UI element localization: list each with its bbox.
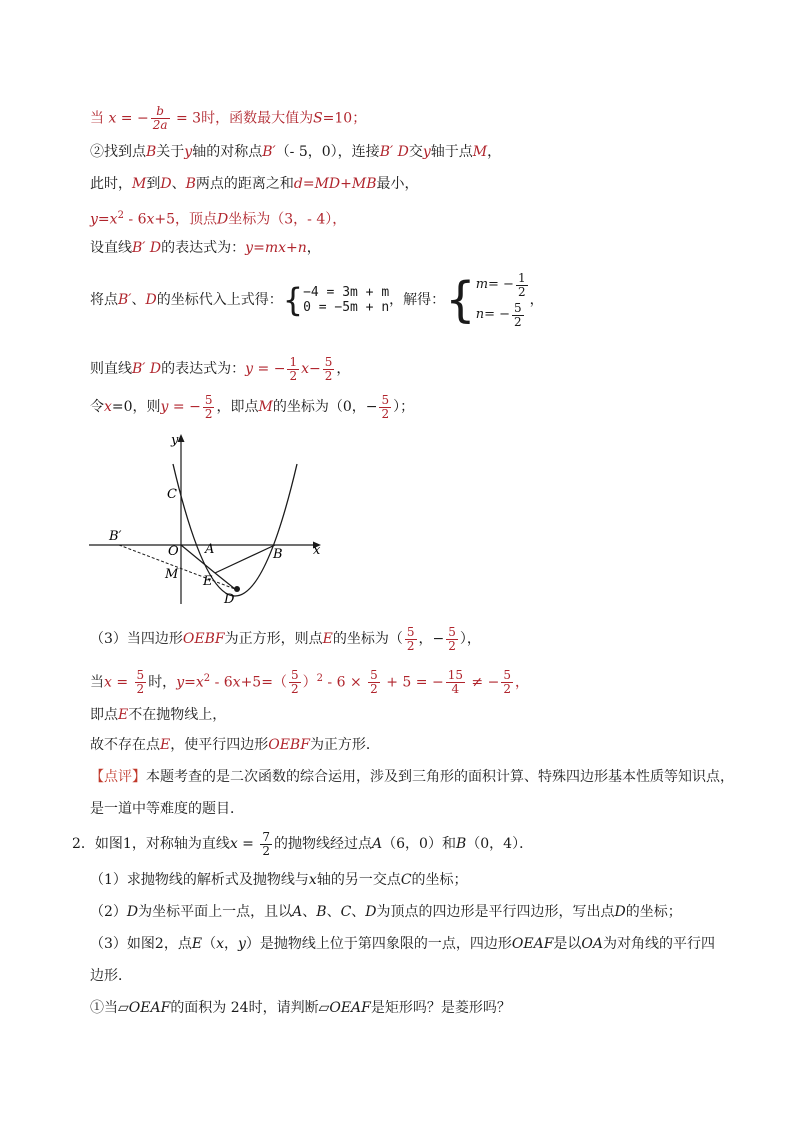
text: 最小， <box>376 176 419 192</box>
text: ②找到点 <box>90 144 146 160</box>
var: x <box>216 936 224 952</box>
var: n <box>297 240 307 256</box>
numerator: 5 <box>514 300 522 315</box>
fraction <box>260 831 272 858</box>
var: n <box>475 307 485 322</box>
text: ） <box>302 674 317 691</box>
text: = <box>184 674 196 691</box>
solution-line-check-point <box>90 665 529 697</box>
text: 、 <box>351 904 366 920</box>
label-M: M <box>165 567 179 582</box>
equation-system <box>303 285 389 315</box>
solution-line-set-line <box>90 238 321 258</box>
text: 是以 <box>553 936 582 952</box>
var: C <box>400 872 412 888</box>
text: （- 5，0），连接 <box>275 144 380 160</box>
var: B <box>316 904 327 920</box>
text: = <box>253 240 265 256</box>
text: = − <box>253 361 286 377</box>
var: x <box>301 361 309 377</box>
var: mx <box>264 240 286 256</box>
denominator: 2 <box>324 368 333 383</box>
exponent: 2 <box>316 673 323 684</box>
var: D <box>126 904 139 920</box>
var: OEAF <box>128 1000 171 1016</box>
var: OEAF <box>329 1000 371 1016</box>
var: OA <box>581 936 604 952</box>
text: ， <box>336 361 351 377</box>
brace-icon: { <box>282 281 304 319</box>
point-D-dot <box>234 586 240 592</box>
text: ， <box>306 240 321 256</box>
text: 本题考查的是二次函数的综合运用，涉及到三角形的面积计算、特殊四边形基本性质等知识点， <box>146 769 734 785</box>
text: （6，0）和 <box>382 836 456 852</box>
fraction <box>203 394 215 421</box>
problem-2-part-3 <box>90 934 715 954</box>
text: 的面积为 24时，请判断▱ <box>170 1000 330 1016</box>
solution-line-substitute <box>90 270 544 334</box>
var: B′ <box>262 144 276 160</box>
var: D <box>217 211 229 228</box>
var: B′ D <box>132 240 162 256</box>
solution-line-square-case <box>90 625 481 653</box>
fraction <box>323 356 335 383</box>
equation-row: −4 = 3m + m <box>303 285 390 300</box>
solution-line-symmetric-point <box>90 142 501 162</box>
text: ， <box>223 936 238 952</box>
var: y <box>90 211 98 228</box>
label-E: E <box>203 574 213 589</box>
denominator: 2 <box>406 638 415 653</box>
var: x <box>104 399 112 415</box>
text: 则直线 <box>90 361 132 377</box>
fraction <box>516 272 528 299</box>
comment-line-2 <box>90 799 244 819</box>
text: ，− <box>418 631 445 647</box>
var: y <box>160 399 169 415</box>
problem-2-part-1 <box>90 870 468 890</box>
solution-line-expression <box>90 355 350 383</box>
solution-line-conclusion <box>90 735 380 755</box>
var: B <box>185 176 196 192</box>
var: B′ D <box>132 361 162 377</box>
text: 的坐标； <box>411 872 468 888</box>
denominator: 2 <box>136 682 145 697</box>
text: = <box>111 674 133 691</box>
var: x <box>195 674 204 691</box>
text: 为对角线的平行四 <box>603 936 716 952</box>
text: 为正方形，则点 <box>224 631 323 647</box>
numerator: b <box>151 105 170 119</box>
text: ，即点 <box>216 399 259 415</box>
text: - 6 <box>123 211 147 228</box>
numerator: 7 <box>262 829 271 844</box>
problem-2-part-3-sub-1 <box>90 998 511 1018</box>
var: B′ D <box>379 144 409 160</box>
text: （1）求抛物线的解析式及抛物线与 <box>90 872 309 888</box>
var: MB <box>351 176 377 192</box>
text: 关于 <box>156 144 185 160</box>
text: 交 <box>408 144 423 160</box>
fraction <box>135 669 147 696</box>
segment-EB <box>215 545 275 573</box>
denominator: 2 <box>448 638 456 653</box>
text: 坐标为（3，- 4）， <box>228 211 347 228</box>
solution-line-max-value <box>90 105 366 132</box>
denominator: 2 <box>290 682 299 697</box>
fraction <box>379 394 391 421</box>
parabola-curve <box>173 464 297 596</box>
label-D: D <box>224 592 235 607</box>
numerator: 5 <box>324 354 333 369</box>
text: 故不存在点 <box>90 737 160 753</box>
text: 轴于点 <box>430 144 473 160</box>
denominator: 4 <box>451 682 460 697</box>
var: x <box>146 211 155 228</box>
numerator: 5 <box>448 624 456 639</box>
parabola-figure <box>85 428 335 608</box>
text: 时， <box>148 674 177 691</box>
fraction <box>512 302 524 329</box>
text: 、 <box>326 904 341 920</box>
label-y: y <box>171 433 179 448</box>
text: ，使平行四边形 <box>170 737 269 753</box>
var: y <box>245 361 254 377</box>
text: ， <box>529 292 544 308</box>
var: OEBF <box>182 631 225 647</box>
text: 为正方形． <box>309 737 380 753</box>
brace-icon: { <box>445 272 476 328</box>
text: （0，4）． <box>466 836 534 852</box>
numerator: 5 <box>136 668 145 683</box>
label-C: C <box>167 487 177 502</box>
text: = 3时，函数最大值为 <box>171 110 314 127</box>
var: M <box>132 176 147 192</box>
var: D <box>160 176 172 192</box>
var: B <box>146 144 157 160</box>
solution-line-vertex <box>90 206 346 230</box>
text: 轴的另一交点 <box>316 872 401 888</box>
var: E <box>118 707 129 723</box>
text: - 6 × <box>322 674 367 691</box>
text: （3）当四边形 <box>90 631 183 647</box>
text: 的坐标代入上式得： <box>156 292 283 308</box>
var: x <box>104 674 112 691</box>
fraction <box>446 626 458 653</box>
numerator: 5 <box>204 392 213 407</box>
text: = − <box>168 399 201 415</box>
denominator: 2 <box>204 406 213 421</box>
var: A <box>292 904 303 920</box>
text: 不在抛物线上， <box>128 707 227 723</box>
var: E <box>191 936 203 952</box>
var: OEAF <box>511 936 554 952</box>
denominator: 2 <box>514 314 522 329</box>
var: x <box>229 836 238 852</box>
equation-row: 0 = −5m + n <box>303 300 390 315</box>
text: + <box>285 240 298 256</box>
text: ）， <box>459 631 481 647</box>
var: x <box>232 674 241 691</box>
label-A: A <box>205 542 215 557</box>
text: 轴的对称点 <box>192 144 263 160</box>
text: ， <box>487 144 502 160</box>
text: ， <box>514 674 529 691</box>
problem-2-part-3-cont <box>90 966 132 986</box>
fraction <box>501 669 513 696</box>
text: 、 <box>171 176 186 192</box>
text: 当 <box>90 110 104 127</box>
text: 的表达式为： <box>161 361 246 377</box>
text: =10； <box>322 110 367 127</box>
denominator: 2 <box>381 406 390 421</box>
label-O: O <box>168 544 179 559</box>
var: m <box>475 277 489 292</box>
text: 当 <box>90 674 104 691</box>
text: =0，则 <box>111 399 161 415</box>
fraction <box>289 669 301 696</box>
text: 两点的距离之和 <box>195 176 294 192</box>
var: M <box>472 144 488 160</box>
var: y <box>245 240 254 256</box>
numerator: 5 <box>503 668 511 683</box>
text: + 5 = − <box>381 674 444 691</box>
var: D <box>365 904 377 920</box>
var: B′ <box>118 292 132 308</box>
denominator: 2 <box>262 843 271 858</box>
text: ①当▱ <box>90 1000 129 1016</box>
comment-line <box>90 767 734 787</box>
var: y <box>176 674 185 691</box>
var: D <box>614 904 626 920</box>
text: + <box>340 176 352 192</box>
label-B: B <box>273 547 283 562</box>
var: y <box>422 144 431 160</box>
text: 的抛物线经过点 <box>274 836 373 852</box>
text: +5=（ <box>240 674 287 691</box>
var: B <box>455 836 467 852</box>
comment-tag: 【点评】 <box>90 769 146 785</box>
var-x: x <box>108 110 117 127</box>
var: A <box>372 836 383 852</box>
text: 令 <box>90 399 104 415</box>
var: E <box>160 737 171 753</box>
numerator: 5 <box>290 668 299 683</box>
fraction-b-over-2a <box>151 105 170 132</box>
text: ≠ − <box>466 674 500 691</box>
text: - 6 <box>210 674 233 691</box>
numerator: 1 <box>517 270 526 285</box>
numerator: 1 <box>289 354 298 369</box>
text: 的坐标为（0，− <box>272 399 378 415</box>
text: 为顶点的四边形是平行四边形，写出点 <box>376 904 615 920</box>
text: 2．如图1，对称轴为直线 <box>72 836 230 852</box>
label-x: x <box>313 543 321 558</box>
text: （ <box>202 936 217 952</box>
denominator: 2 <box>503 682 511 697</box>
y-axis-arrow-icon <box>178 434 185 442</box>
text: ）是抛物线上位于第四象限的一点，四边形 <box>245 936 512 952</box>
text: 设直线 <box>90 240 132 256</box>
denominator: 2 <box>289 368 298 383</box>
text: +5，顶点 <box>154 211 218 228</box>
var: y <box>184 144 193 160</box>
text: 此时， <box>90 176 132 192</box>
fraction <box>405 626 417 653</box>
text: （2） <box>90 904 127 920</box>
text: 、 <box>131 292 146 308</box>
denominator: 2 <box>517 284 526 299</box>
var: D <box>145 292 157 308</box>
numerator: 5 <box>370 668 378 683</box>
text: 边形． <box>90 968 132 984</box>
exponent: 2 <box>203 673 211 684</box>
solution-system <box>476 270 530 330</box>
solution-line-point-m <box>90 393 414 421</box>
text: 为坐标平面上一点，且以 <box>138 904 293 920</box>
problem-2-part-2 <box>90 902 682 922</box>
var: M <box>258 399 273 415</box>
var: E <box>322 631 333 647</box>
text: = <box>237 836 259 852</box>
text: = <box>302 176 315 192</box>
fraction <box>446 669 465 696</box>
text: 的坐标； <box>625 904 682 920</box>
var: x <box>308 872 317 888</box>
var: y <box>237 936 246 952</box>
text: = − <box>488 277 514 292</box>
var: OEBF <box>268 737 310 753</box>
text: 、 <box>302 904 317 920</box>
text: 的表达式为： <box>161 240 246 256</box>
text: 将点 <box>90 292 118 308</box>
text: − <box>309 361 321 377</box>
text: = − <box>484 307 510 322</box>
var: C <box>340 904 352 920</box>
text: 是矩形吗？是菱形吗？ <box>370 1000 511 1016</box>
text: 即点 <box>90 707 118 723</box>
text: 是一道中等难度的题目． <box>90 801 244 817</box>
text: 的坐标为（ <box>332 631 403 647</box>
solution-line-min-distance <box>90 174 419 194</box>
text: （3）如图2，点 <box>90 936 192 952</box>
text: ，解得： <box>389 292 446 308</box>
solution-line-not-on-parabola <box>90 705 226 725</box>
denominator: 2a <box>152 118 168 132</box>
label-B-prime: B′ <box>109 529 122 544</box>
fraction <box>287 356 299 383</box>
numerator: 15 <box>447 668 463 683</box>
fraction <box>368 669 380 696</box>
denominator: 2 <box>370 682 378 697</box>
text: 到 <box>146 176 161 192</box>
numerator: 5 <box>381 392 390 407</box>
var: d <box>293 176 303 192</box>
problem-2-statement <box>72 830 533 858</box>
var-s: S <box>313 110 323 127</box>
exponent: 2 <box>117 210 124 221</box>
text: = − <box>116 110 149 127</box>
var: x <box>109 211 118 228</box>
text: ）； <box>393 399 415 415</box>
var: MD <box>314 176 341 192</box>
numerator: 5 <box>406 624 415 639</box>
text: = <box>97 211 110 228</box>
